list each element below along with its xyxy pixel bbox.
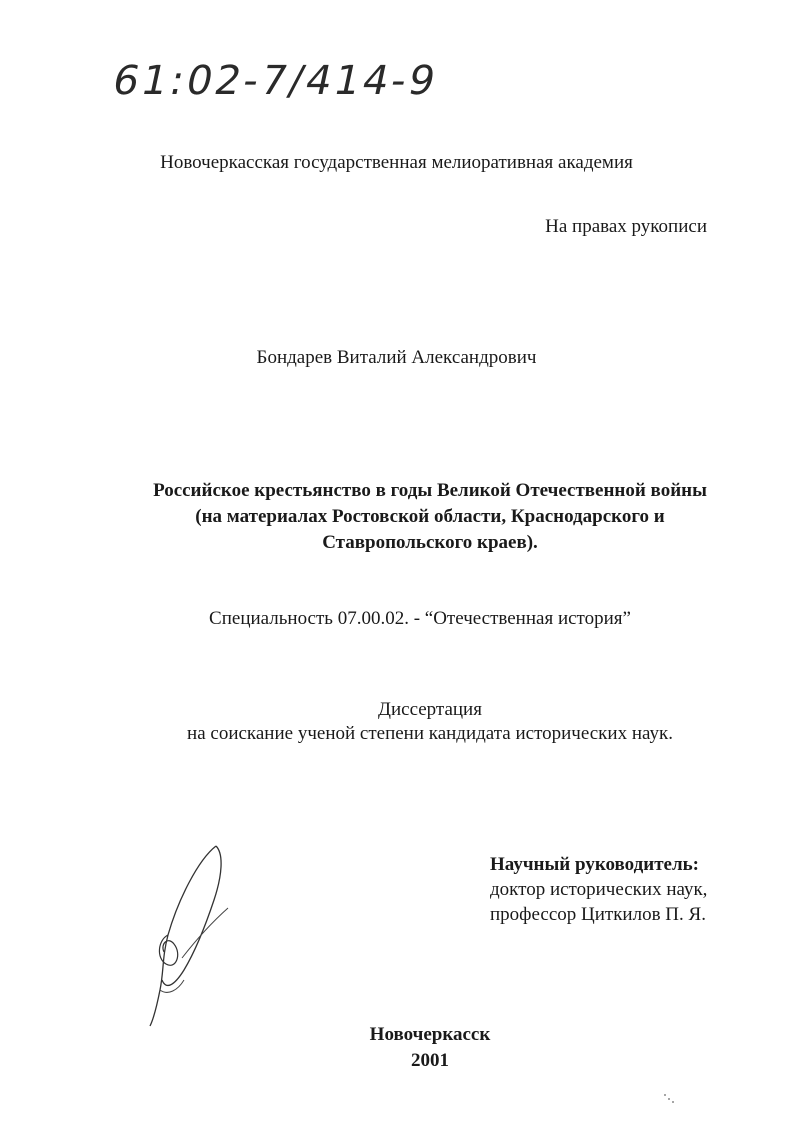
dissertation-purpose xyxy=(0,698,793,746)
specialty: Специальность 07.00.02. - “Отечественная история” xyxy=(209,608,631,629)
supervisor-label: Научный руководитель: xyxy=(490,854,699,875)
title-line-3: Ставропольского краев). xyxy=(322,532,538,553)
author-name: Бондарев Виталий Александрович xyxy=(256,347,537,368)
scan-speck xyxy=(664,1094,666,1096)
dissertation-label: Диссертация xyxy=(378,699,482,720)
scan-speck xyxy=(668,1098,670,1100)
degree-purpose: на соискание ученой степени кандидата исторических наук. xyxy=(187,723,673,744)
dissertation-title xyxy=(120,478,740,556)
rights-note: На правах рукописи xyxy=(545,216,707,237)
handwritten-catalog-number: 61:02-7/414-9 xyxy=(108,58,443,104)
city: Новочеркасск xyxy=(369,1024,491,1045)
scan-speck xyxy=(672,1101,674,1103)
place-and-year xyxy=(0,1022,793,1074)
supervisor-degree: доктор исторических наук, xyxy=(490,879,708,900)
supervisor-block xyxy=(490,852,707,927)
year: 2001 xyxy=(411,1050,449,1071)
institution-name: Новочеркасская государственная мелиоративная академия xyxy=(160,152,633,173)
handwritten-signature xyxy=(138,840,248,1030)
supervisor-name: профессор Циткилов П. Я. xyxy=(490,904,706,925)
title-line-1: Российское крестьянство в годы Великой Отечественной войны xyxy=(153,480,707,501)
title-line-2: (на материалах Ростовской области, Краснодарского и xyxy=(195,506,665,527)
